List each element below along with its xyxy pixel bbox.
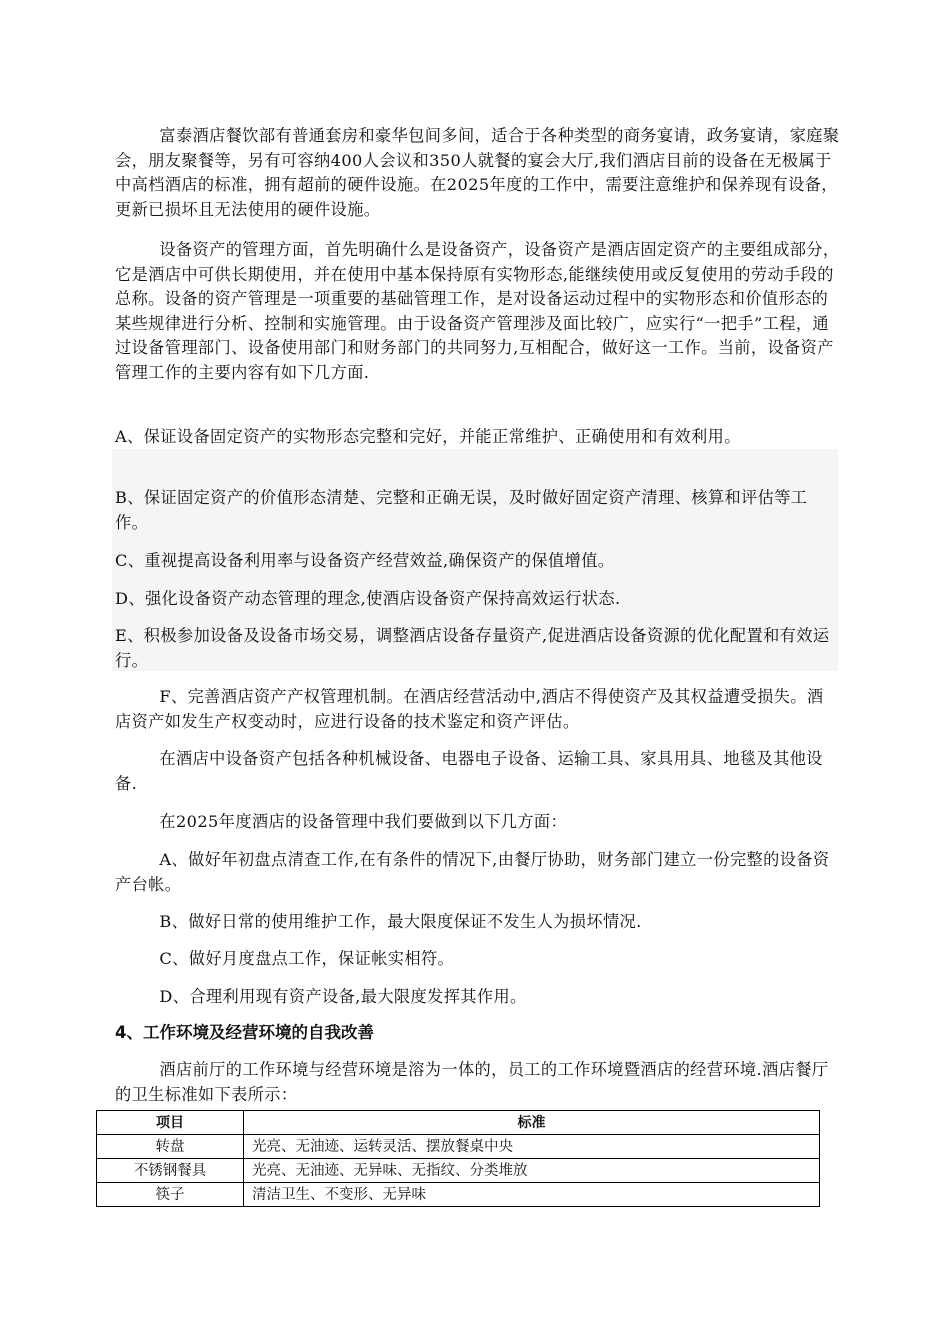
table-row — [97, 1159, 820, 1183]
table-cell-item: 转盘 — [97, 1135, 244, 1159]
list-item-b: B、保证固定资产的价值形态清楚、完整和正确无误，及时做好固定资产清理、核算和评估等工作。 — [115, 488, 808, 532]
paragraph-2025-plan: 在2025年度酒店的设备管理中我们要做到以下几方面： — [115, 812, 568, 831]
list-item-a: A、保证设备固定资产的实物形态完整和完好，并能正常维护、正确使用和有效利用。 — [115, 427, 741, 446]
table-header-row — [97, 1111, 820, 1135]
paragraph-environment: 酒店前厅的工作环境与经营环境是溶为一体的，员工的工作环境暨酒店的经营环境.酒店餐厅的卫生标准如下表所示： — [115, 1060, 829, 1104]
list-item-d: D、强化设备资产动态管理的理念,使酒店设备资产保持高效运行状态. — [115, 589, 621, 608]
column-header-standard: 标准 — [244, 1111, 820, 1135]
hygiene-standard-table — [96, 1110, 820, 1207]
table-cell-standard: 光亮、无油迹、无异味、无指纹、分类堆放 — [244, 1159, 820, 1183]
plan-item-b: B、做好日常的使用维护工作，最大限度保证不发生人为损坏情况. — [115, 912, 642, 931]
paragraph-item-f: F、完善酒店资产产权管理机制。在酒店经营活动中,酒店不得使资产及其权益遭受损失。酒店资产如发生产权变动时，应进行设备的技术鉴定和资产评估。 — [115, 687, 824, 731]
plan-item-d: D、合理利用现有资产设备,最大限度发挥其作用。 — [115, 987, 527, 1006]
table-cell-item: 不锈钢餐具 — [97, 1159, 244, 1183]
list-item-e: E、积极参加设备及设备市场交易，调整酒店设备存量资产,促进酒店设备资源的优化配置和有效运行。 — [115, 626, 830, 670]
section-heading-4: 4、工作环境及经营环境的自我改善 — [115, 1023, 374, 1042]
paragraph-asset-management: 设备资产的管理方面，首先明确什么是设备资产，设备资产是酒店固定资产的主要组成部分，它是酒店中可供长期使用，并在使用中基本保持原有实物形态,能继续使用或反复使用的劳动手段的总称。设备的资产管理是一项重要的基础管理工作，是对设备运动过程中的实物形态和价值形态的某些规律进行分析、控制和实施管理。由于设备资产管理涉及面比较广，应实行“一把手”工程，通过设备管理部门、设备使用部门和财务部门的共同努力,互相配合，做好这一工作。当前，设备资产管理工作的主要内容有如下几方面. — [115, 240, 840, 382]
table-cell-standard: 光亮、无油迹、运转灵活、摆放餐桌中央 — [244, 1135, 820, 1159]
table-row — [97, 1135, 820, 1159]
table-cell-standard: 清洁卫生、不变形、无异味 — [244, 1183, 820, 1207]
table-cell-item: 筷子 — [97, 1183, 244, 1207]
paragraph-asset-types: 在酒店中设备资产包括各种机械设备、电器电子设备、运输工具、家具用具、地毯及其他设备. — [115, 749, 823, 793]
table-row — [97, 1183, 820, 1207]
plan-item-a: A、做好年初盘点清查工作,在有条件的情况下,由餐厅协助，财务部门建立一份完整的设备资产台帐。 — [115, 850, 830, 894]
list-item-c: C、重视提高设备利用率与设备资产经营效益,确保资产的保值增值。 — [115, 551, 615, 570]
paragraph-hotel-overview: 富泰酒店餐饮部有普通套房和豪华包间多间，适合于各种类型的商务宴请，政务宴请，家庭聚会，朋友聚餐等，另有可容纳400人会议和350人就餐的宴会大厅,我们酒店目前的设备在无极属于中高档酒店的标准，拥有超前的硬件设施。在2025年度的工作中，需要注意维护和保养现有设备，更新已损坏且无法使用的硬件设施。 — [115, 126, 840, 219]
plan-item-c: C、做好月度盘点工作，保证帐实相符。 — [115, 949, 455, 968]
column-header-item: 项目 — [97, 1111, 244, 1135]
